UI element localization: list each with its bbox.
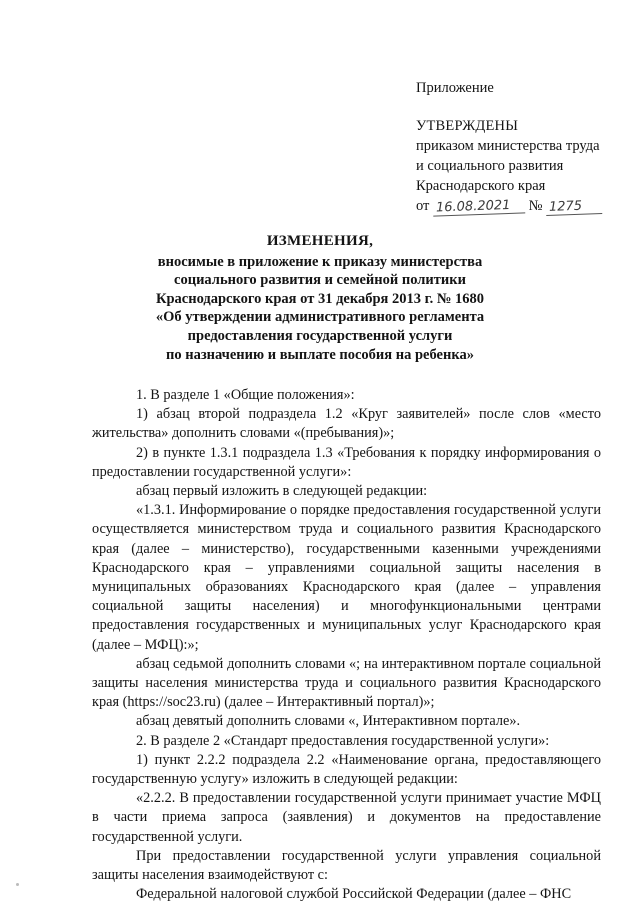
title-line: предоставления государственной услуги bbox=[187, 327, 453, 344]
paragraph: абзац девятый дополнить словами «, Интерактивном портале». bbox=[136, 713, 521, 730]
title-line: «Об утверждении административного регламента bbox=[155, 309, 485, 326]
paragraph: 1) пункт 2.2.2 подраздела 2.2 «Наименование органа, предоставляющего государственную услугу» изложить в следующей редакции: bbox=[92, 751, 601, 788]
from-label: от bbox=[416, 198, 430, 214]
paragraph: абзац первый изложить в следующей редакции: bbox=[136, 483, 428, 500]
paragraph: абзац седьмой дополнить словами «; на интерактивном портале социальной защиты населения министерства труда и социального развития Краснодарского края (https://soc23.ru) (далее – Интерактивный портал)»; bbox=[92, 655, 601, 711]
approval-line-2: и социального развития bbox=[416, 158, 564, 174]
title-line: Краснодарского края от 31 декабря 2013 г. № 1680 bbox=[155, 290, 485, 307]
approval-line-1: приказом министерства труда bbox=[416, 138, 600, 154]
approved-heading: УТВЕРЖДЕНЫ bbox=[416, 118, 519, 134]
document-body bbox=[92, 386, 601, 904]
title-line: вносимые в приложение к приказу министерства bbox=[157, 253, 483, 270]
handwritten-number: 1275 bbox=[546, 198, 603, 216]
title-line: по назначению и выплате пособия на ребенка» bbox=[166, 346, 474, 363]
number-label: № bbox=[528, 198, 543, 214]
approval-line-3: Краснодарского края bbox=[416, 178, 546, 194]
approval-date-number-line bbox=[416, 196, 631, 216]
approval-stamp-block bbox=[416, 78, 631, 216]
paragraph: «1.3.1. Информирование о порядке предоставления государственной услуги осуществляется министерством труда и социального развития Краснодарского края (далее – министерство), государственными казенными учреждениями Краснодарского края – управлениями социальной защиты населения в муниципальных образованиях Краснодарского края (далее – управления социальной защиты населения) и многофункциональными центрами предоставления государственных и муниципальных услуг Краснодарского края (далее – МФЦ):»; bbox=[92, 502, 601, 653]
appendix-label: Приложение bbox=[416, 80, 494, 96]
paragraph: 1) абзац второй подраздела 1.2 «Круг заявителей» после слов «место жительства» дополнить словами «(пребывания)»; bbox=[92, 406, 601, 442]
paragraph: «2.2.2. В предоставлении государственной услуги принимает участие МФЦ в части приема запроса (заявления) и документов на предоставление государственной услуги. bbox=[92, 790, 601, 845]
handwritten-date: 16.08.2021 bbox=[433, 197, 526, 216]
paragraph: 2) в пункте 1.3.1 подраздела 1.3 «Требования к порядку информирования о предоставлении государственной услуги»: bbox=[92, 444, 601, 480]
paragraph: При предоставлении государственной услуги управления социальной защиты населения взаимодействуют с: bbox=[92, 847, 601, 884]
paragraph: 1. В разделе 1 «Общие положения»: bbox=[136, 387, 355, 403]
paragraph: 2. В разделе 2 «Стандарт предоставления государственной услуги»: bbox=[136, 732, 550, 749]
document-title bbox=[110, 232, 530, 364]
title-heading: ИЗМЕНЕНИЯ, bbox=[266, 233, 374, 249]
paragraph: Федеральной налоговой службой Российской Федерации (далее – ФНС bbox=[136, 886, 572, 903]
title-line: социального развития и семейной политики bbox=[174, 272, 466, 289]
scan-speck bbox=[16, 883, 19, 886]
